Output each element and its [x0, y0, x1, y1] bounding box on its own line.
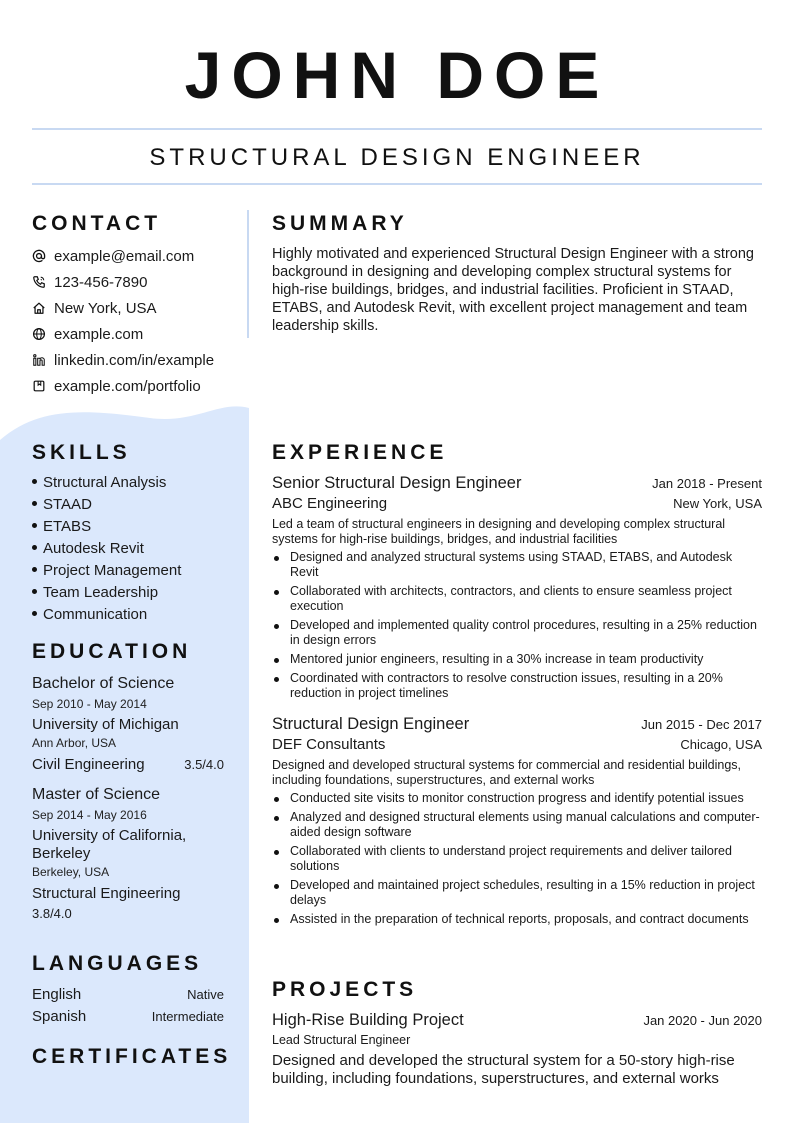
experience-heading: EXPERIENCE [272, 441, 448, 464]
summary-heading: SUMMARY [272, 212, 408, 235]
skill-item: ETABS [32, 516, 224, 538]
job-entry-company: ABC Engineering [272, 495, 388, 512]
job-entry [272, 472, 762, 701]
job-entry [272, 713, 762, 927]
contact-location-text: New York, USA [54, 299, 157, 317]
header-divider-top [32, 128, 762, 130]
job-bullet: Developed and maintained project schedules, resulting in a 15% reduction in project delays [272, 878, 762, 908]
education-degree: Master of Science [32, 786, 161, 803]
contact-phone-text: 123-456-7890 [54, 273, 148, 291]
project-entry [272, 1009, 762, 1088]
at-icon [32, 249, 46, 263]
certificates-section [32, 1044, 232, 1070]
home-icon [32, 301, 46, 315]
contact-website-text: example.com [54, 325, 144, 343]
language-level: Intermediate [151, 1008, 224, 1024]
education-entry [32, 784, 224, 923]
language-row [32, 983, 224, 1005]
skills-heading: SKILLS [32, 441, 131, 464]
contact-email[interactable] [32, 243, 224, 269]
skill-item: Autodesk Revit [32, 538, 224, 560]
experience-section [272, 440, 762, 931]
education-field: Structural Engineering [32, 885, 181, 902]
job-bullet: Developed and implemented quality control procedures, resulting in a 25% reduction in design errors [272, 618, 762, 648]
header-divider-bottom [32, 183, 762, 185]
skill-item: Structural Analysis [32, 472, 224, 494]
job-bullet: Coordinated with contractors to resolve construction issues, resulting in a 20% reduction in project timelines [272, 671, 762, 701]
languages-section [32, 951, 224, 1027]
education-location: Berkeley, USA [32, 865, 110, 879]
education-section [32, 639, 224, 923]
education-dates: Sep 2010 - May 2014 [32, 697, 147, 711]
job-entry-description: Led a team of structural engineers in designing and developing complex structural systems for high-rise buildings, bridges, and industrial facilities [272, 517, 726, 546]
job-bullet: Conducted site visits to monitor construction progress and identify potential issues [272, 791, 762, 806]
job-bullet: Assisted in the preparation of technical reports, proposals, and contract documents [272, 912, 762, 927]
skill-item: STAAD [32, 494, 224, 516]
candidate-name: JOHN DOE [184, 38, 610, 112]
certificates-heading: CERTIFICATES [32, 1045, 232, 1068]
summary-text: Highly motivated and experienced Structural Design Engineer with a strong background in designing and developing complex structural systems for high-rise buildings, bridges, and industrial facilities. Proficient in STAAD, ETABS, and Autodesk Revit, with excellent project management and team leadership skills. [272, 246, 754, 334]
job-title: STRUCTURAL DESIGN ENGINEER [149, 144, 645, 171]
job-entry-dates: Jun 2015 - Dec 2017 [641, 717, 762, 732]
job-entry-company: DEF Consultants [272, 736, 386, 753]
job-bullet: Collaborated with architects, contractors, and clients to ensure seamless project execution [272, 584, 762, 614]
linkedin-icon [32, 353, 46, 367]
education-school: University of California, Berkeley [32, 827, 187, 862]
contact-website[interactable] [32, 321, 224, 347]
contact-location [32, 295, 224, 321]
projects-section [272, 977, 762, 1088]
languages-heading: LANGUAGES [32, 952, 203, 975]
skills-section [32, 440, 224, 626]
education-degree: Bachelor of Science [32, 675, 175, 692]
education-heading: EDUCATION [32, 640, 192, 663]
projects-heading: PROJECTS [272, 978, 418, 1001]
contact-linkedin-text: linkedin.com/in/example [54, 351, 215, 369]
job-entry-location: New York, USA [673, 496, 762, 511]
portfolio-icon [32, 379, 46, 393]
education-entry [32, 673, 224, 776]
contact-portfolio[interactable] [32, 373, 224, 399]
contact-linkedin[interactable] [32, 347, 224, 373]
education-school: University of Michigan [32, 716, 179, 733]
language-row [32, 1005, 224, 1027]
job-bullet: Designed and analyzed structural systems using STAAD, ETABS, and Autodesk Revit [272, 550, 762, 580]
job-entry-title: Structural Design Engineer [272, 715, 470, 733]
summary-section [272, 211, 762, 335]
language-name: Spanish [32, 1007, 87, 1025]
education-gpa: 3.5/4.0 [184, 757, 224, 772]
job-bullet: Collaborated with clients to understand project requirements and deliver tailored solutions [272, 844, 762, 874]
project-title: High-Rise Building Project [272, 1011, 464, 1029]
job-bullet: Analyzed and designed structural elements using manual calculations and computer-aided design software [272, 810, 762, 840]
education-field: Civil Engineering [32, 756, 145, 773]
job-entry-dates: Jan 2018 - Present [652, 476, 762, 491]
skill-item: Project Management [32, 560, 224, 582]
skill-item: Team Leadership [32, 582, 224, 604]
contact-portfolio-text: example.com/portfolio [54, 377, 201, 395]
job-bullet: Mentored junior engineers, resulting in a 30% increase in team productivity [272, 652, 762, 667]
skill-item: Communication [32, 604, 224, 626]
globe-icon [32, 327, 46, 341]
contact-section [32, 211, 224, 399]
project-role: Lead Structural Engineer [272, 1033, 411, 1047]
language-name: English [32, 985, 82, 1003]
job-entry-description: Designed and developed structural systems for commercial and residential buildings, including foundations, superstructures, and external works [272, 758, 741, 787]
column-divider [247, 210, 249, 338]
contact-phone[interactable] [32, 269, 224, 295]
project-dates: Jan 2020 - Jun 2020 [643, 1013, 762, 1028]
job-entry-location: Chicago, USA [680, 737, 762, 752]
phone-icon [32, 275, 46, 289]
education-gpa: 3.8/4.0 [32, 906, 72, 921]
language-level: Native [187, 986, 224, 1002]
education-location: Ann Arbor, USA [32, 736, 117, 750]
job-entry-title: Senior Structural Design Engineer [272, 474, 522, 492]
contact-heading: CONTACT [32, 212, 162, 235]
contact-email-text: example@email.com [54, 247, 195, 265]
education-dates: Sep 2014 - May 2016 [32, 808, 147, 822]
project-description: Designed and developed the structural system for a 50-story high-rise building, including foundations, superstructures, and external works [272, 1052, 735, 1087]
